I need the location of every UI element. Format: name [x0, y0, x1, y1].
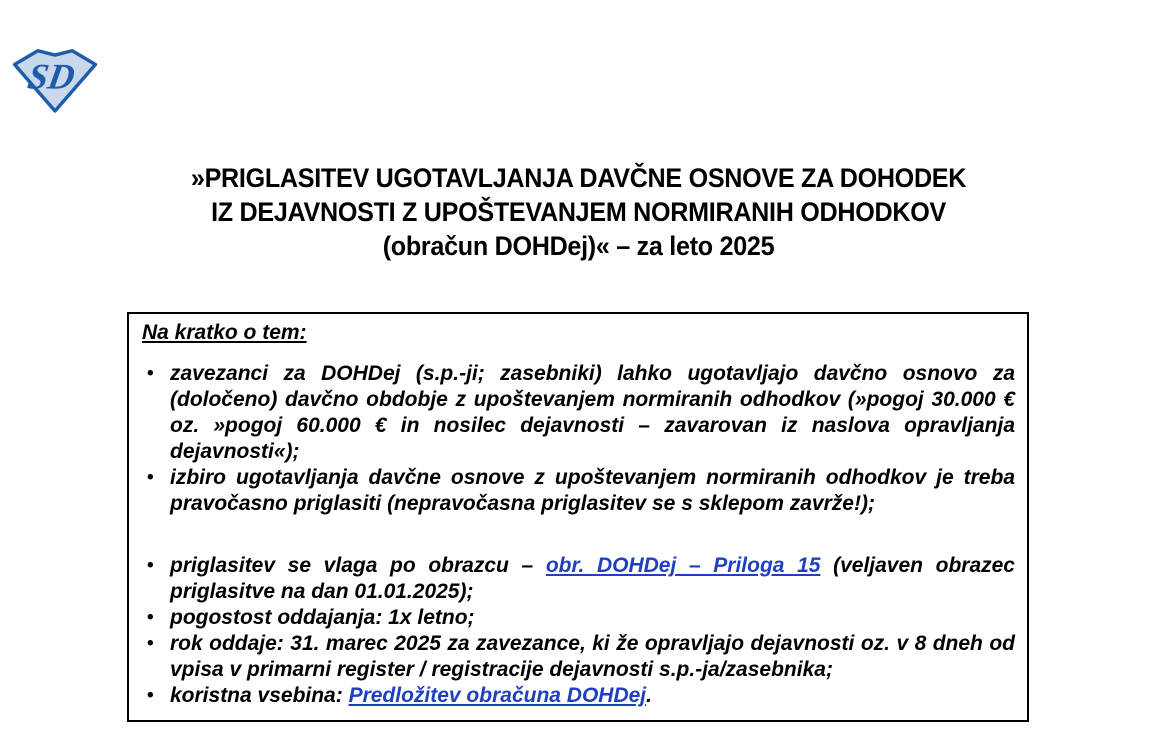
bullet-marker-icon: • — [147, 685, 154, 706]
document-title-line-2: IZ DEJAVNOSTI Z UPOŠTEVANJEM NORMIRANIH ODHODKOV — [211, 197, 946, 227]
bullet-list — [142, 361, 1015, 709]
bullet-marker-icon: • — [147, 633, 154, 654]
bullet-text: (veljaven obrazec priglasitve na dan 01.01.2025); — [170, 554, 1015, 603]
hyperlink[interactable]: obr. DOHDej – Priloga 15 — [545, 554, 821, 577]
bullet-item — [142, 605, 1015, 631]
bullet-text: priglasitev se vlaga po obrazcu – — [170, 554, 546, 577]
document-title-line-3: (obračun DOHDej)« – za leto 2025 — [382, 231, 775, 261]
info-box — [127, 312, 1029, 722]
bullet-text: koristna vsebina: — [170, 684, 349, 707]
bullet-marker-icon: • — [147, 363, 154, 384]
info-box-heading: Na kratko o tem: — [142, 321, 307, 344]
bullet-marker-icon: • — [147, 467, 154, 488]
bullet-text: pogostost oddajanja: 1x letno; — [170, 606, 475, 629]
bullet-item — [142, 553, 1015, 605]
hyperlink[interactable]: Predložitev obračuna DOHDej — [348, 684, 647, 707]
bullet-item — [142, 631, 1015, 683]
bullet-text: izbiro ugotavljanja davčne osnove z upoštevanjem normiranih odhodkov je treba pravočasno priglasiti (nepravočasna priglasitev se s sklepom zavrže!); — [170, 466, 1015, 515]
bullet-marker-icon: • — [147, 607, 154, 628]
sd-logo-letters: SD — [24, 56, 78, 97]
bullet-text: rok oddaje: 31. marec 2025 za zavezance, ki že opravljajo dejavnosti oz. v 8 dneh od vpisa v primarni register / registracije dejavnosti s.p.-ja/zasebnika; — [170, 632, 1015, 681]
bullet-item — [142, 683, 1015, 709]
sd-logo-icon — [12, 46, 98, 114]
bullet-marker-icon: • — [147, 555, 154, 576]
bullet-text: . — [646, 684, 652, 707]
bullet-item — [142, 361, 1015, 465]
sd-logo — [12, 46, 98, 114]
bullet-text: zavezanci za DOHDej (s.p.-ji; zasebniki) lahko ugotavljajo davčno osnovo za (določeno) davčno obdobje z upoštevanjem normiranih odhodkov (»pogoj 30.000 € oz. »pogoj 60.000 € in nosilec dejavnosti – zavarovan iz naslova opravljanja dejavnosti«); — [170, 362, 1015, 463]
document-title-line-1: »PRIGLASITEV UGOTAVLJANJA DAVČNE OSNOVE ZA DOHODEK — [190, 163, 967, 193]
document-title — [40, 161, 1116, 263]
bullet-item — [142, 465, 1015, 517]
